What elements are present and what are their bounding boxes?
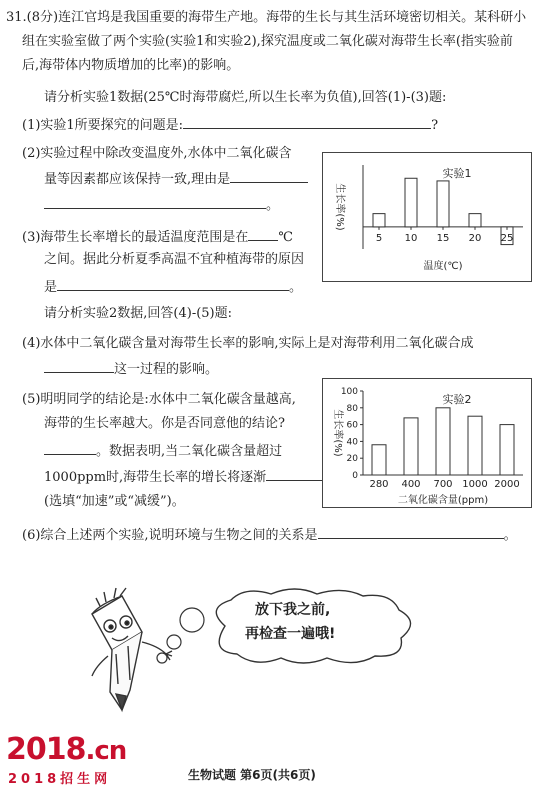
question-intro-line1: 31.(8分)连江官坞是我国重要的海带生产地。海带的生长与其生活环境密切相关。某科研小 <box>6 10 527 25</box>
site-logo <box>6 734 126 767</box>
question-3-line1 <box>22 228 293 246</box>
exp1-prompt: 请分析实验1数据(25℃时海带腐烂,所以生长率为负值),回答(1)-(3)题: <box>44 90 447 105</box>
x-tick-label: 1000 <box>462 479 488 490</box>
chart-experiment-1 <box>322 152 532 282</box>
bar <box>436 408 450 475</box>
answer-blank-3b[interactable] <box>57 278 289 291</box>
question-5-line3 <box>44 442 282 460</box>
bubble-line-1: 放下我之前, <box>255 602 331 618</box>
question-intro-line3: 后,海带体内物质增加的比率)的影响。 <box>22 58 240 73</box>
question-5-text4: 1000ppm时,海带生长率的增长将逐渐 <box>44 470 267 485</box>
question-3-text: (3)海带生长率增长的最适温度范围是在 <box>22 230 249 245</box>
answer-blank-4[interactable] <box>44 360 114 373</box>
y-tick-label: 20 <box>346 454 358 465</box>
bar <box>437 181 449 227</box>
question-5-line4 <box>44 468 324 486</box>
question-5-line1: (5)明明同学的结论是:水体中二氧化碳含量越高, <box>22 392 296 407</box>
x-tick-label: 15 <box>436 232 450 244</box>
question-5-line5: (选填“加速”或“减缓”)。 <box>44 494 185 509</box>
bar <box>500 425 514 475</box>
question-1-text: (1)实验1所要探究的问题是: <box>22 118 184 133</box>
bubble-line-2: 再检查一遍哦! <box>245 626 336 642</box>
answer-blank-2b[interactable] <box>44 196 266 209</box>
question-2-end: 。 <box>266 198 280 213</box>
question-2-line3 <box>44 196 279 214</box>
x-axis-label: 二氧化碳含量(ppm) <box>397 495 489 506</box>
y-tick-label: 100 <box>340 387 358 397</box>
chart-title: 实验1 <box>442 167 472 180</box>
x-tick-label: 20 <box>468 232 482 244</box>
y-tick-label: 60 <box>346 420 358 431</box>
question-2-line1: (2)实验过程中除改变温度外,水体中二氧化碳含 <box>22 146 292 161</box>
answer-blank-5b[interactable] <box>266 468 324 481</box>
logo-suffix: .cn <box>85 736 127 766</box>
answer-blank-1[interactable] <box>183 116 431 129</box>
x-tick-label: 10 <box>404 232 418 244</box>
question-3-line3-text: 是 <box>44 280 58 295</box>
y-tick-label: 80 <box>346 403 358 414</box>
bar <box>469 214 481 227</box>
y-tick-label: 40 <box>346 437 358 448</box>
answer-blank-6[interactable] <box>318 526 504 539</box>
answer-blank-2a[interactable] <box>230 170 308 183</box>
chart-2-svg <box>323 379 531 507</box>
question-2-line2 <box>44 170 308 188</box>
x-tick-label: 280 <box>369 479 389 490</box>
question-6 <box>22 526 517 544</box>
bar <box>468 416 482 475</box>
question-3-unit: ℃ <box>278 230 293 245</box>
chart-1-svg <box>323 153 531 281</box>
logo-subtitle: 2018招生网 <box>8 772 112 787</box>
question-2-text: 量等因素都应该保持一致,理由是 <box>44 172 231 187</box>
question-5-line2: 海带的生长率越大。你是否同意他的结论? <box>44 416 285 431</box>
question-6-text: (6)综合上述两个实验,说明环境与生物之间的关系是 <box>22 528 318 543</box>
question-6-end: 。 <box>503 528 517 543</box>
question-3-end: 。 <box>289 280 303 295</box>
y-tick-label: 0 <box>352 471 358 481</box>
answer-blank-5a[interactable] <box>44 442 96 455</box>
bar <box>404 418 418 475</box>
x-tick-label: 400 <box>401 479 421 490</box>
bar <box>405 178 417 227</box>
question-1 <box>22 116 438 134</box>
exp2-prompt: 请分析实验2数据,回答(4)-(5)题: <box>44 306 233 321</box>
x-tick-label: 2000 <box>494 479 520 490</box>
question-4-line2 <box>44 360 218 378</box>
question-4-text: 这一过程的影响。 <box>114 362 219 377</box>
y-axis-label: 生长率(%) <box>334 183 345 231</box>
chart-experiment-2 <box>322 378 532 508</box>
page-footer: 生物试题 第6页(共6页) <box>188 768 316 782</box>
question-4-line1: (4)水体中二氧化碳含量对海带生长率的影响,实际上是对海带利用二氧化碳合成 <box>22 336 474 351</box>
logo-main: 2018 <box>6 732 86 767</box>
bar <box>373 214 385 227</box>
answer-blank-3a[interactable] <box>248 228 278 241</box>
question-intro-line2: 组在实验室做了两个实验(实验1和实验2),探究温度或二氧化碳对海带生长率(指实验前 <box>22 34 513 49</box>
question-3-line2: 之间。据此分析夏季高温不宜种植海带的原因 <box>44 252 305 267</box>
chart-title: 实验2 <box>442 393 472 406</box>
x-axis-label: 温度(℃) <box>423 261 463 272</box>
bar <box>372 445 386 475</box>
question-5-text3: 。数据表明,当二氧化碳含量超过 <box>96 444 283 459</box>
x-tick-label: 5 <box>375 232 383 244</box>
question-3-line3 <box>44 278 302 296</box>
y-axis-label: 生长率(%) <box>332 409 343 457</box>
x-tick-label: 25 <box>500 232 514 244</box>
x-tick-label: 700 <box>433 479 453 490</box>
question-1-end: ? <box>431 118 439 133</box>
